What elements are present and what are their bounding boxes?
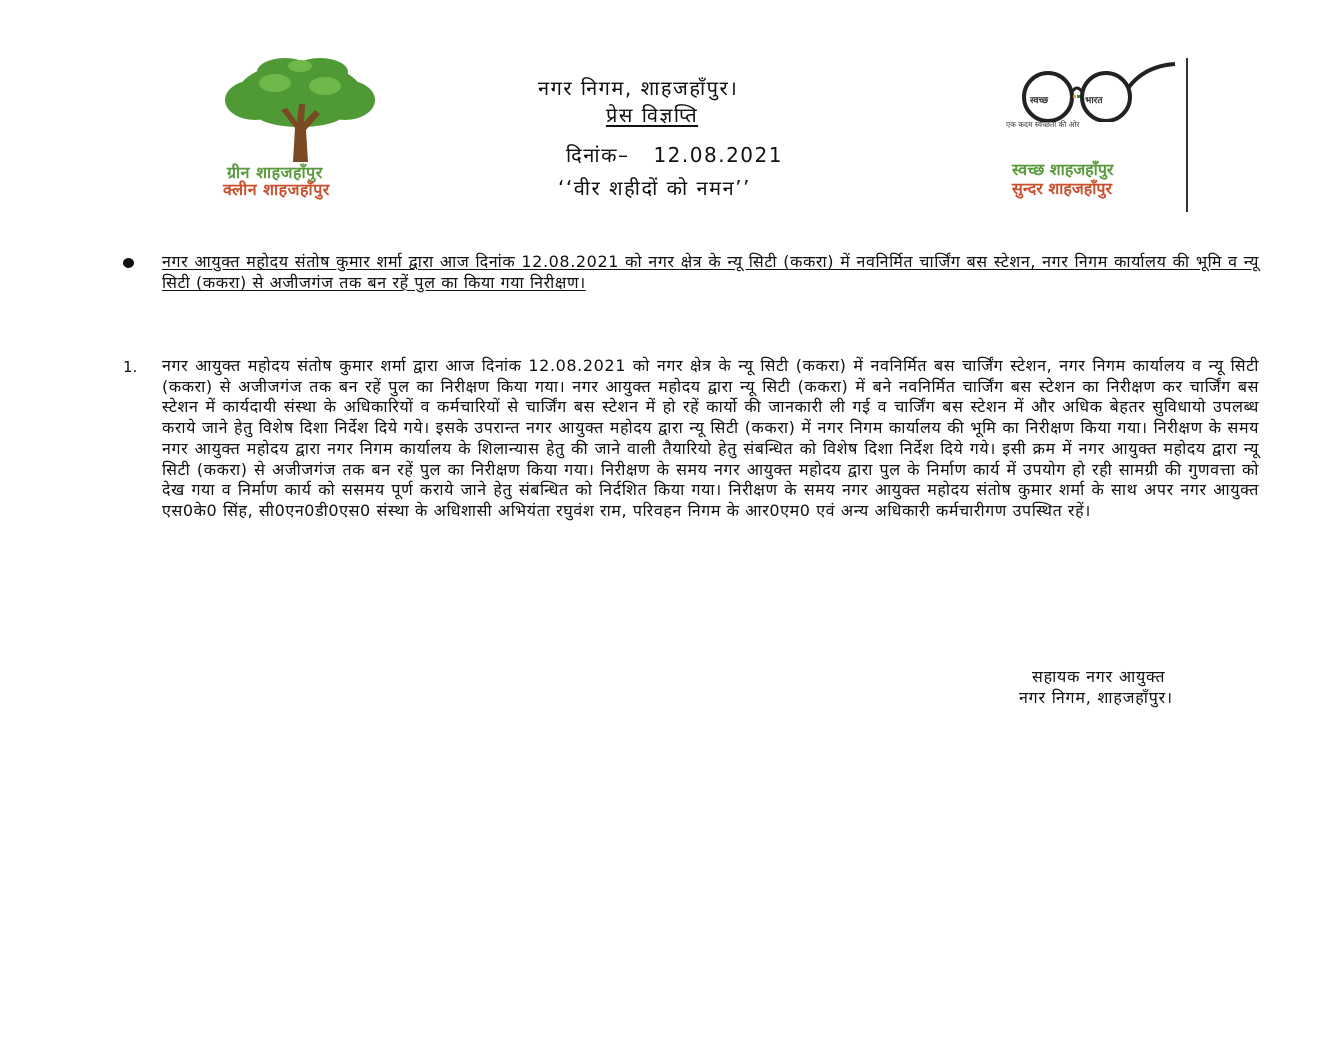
date-label: दिनांक– — [566, 143, 630, 167]
date-value: 12.08.2021 — [653, 143, 783, 167]
swachh-tagline: एक कदम स्वच्छता की ओर — [1006, 120, 1080, 129]
bullet-icon — [123, 258, 134, 268]
org-title: नगर निगम, शाहजहाँपुर। — [538, 76, 739, 100]
logo-sundar-shahjahanpur: सुन्दर शाहजहाँपुर — [1012, 179, 1113, 198]
logo-green-shahjahanpur: ग्रीन शाहजहाँपुर — [227, 163, 323, 182]
signature-title: सहायक नगर आयुक्त — [1032, 667, 1166, 686]
vertical-divider — [1186, 58, 1188, 212]
press-release-heading: प्रेस विज्ञप्ति — [606, 103, 699, 127]
logo-swachh-shahjahanpur: स्वच्छ शाहजहाँपुर — [1012, 160, 1114, 179]
bharat-label: भारत — [1085, 96, 1103, 106]
date-line — [566, 141, 783, 168]
swachh-label: स्वच्छ — [1030, 96, 1049, 106]
body-paragraph: नगर आयुक्त महोदय संतोष कुमार शर्मा द्वारा आज दिनांक 12.08.2021 को नगर क्षेत्र के न्यू सिटी (ककरा) में नवनिर्मित बस चार्जिंग स्टेशन, नगर निगम कार्यालय व न्यू सिटी (ककरा) से अजीजगंज तक बन रहें पुल का निरीक्षण किया गया। नगर आयुक्त महोदय द्वारा न्यू सिटी (ककरा) में बने नवनिर्मित चार्जिंग बस स्टेशन का निरीक्षण कर चार्जिंग बस स्टेशन में कार्यदायी संस्था के अधिकारियों व कर्मचारियों से चार्जिंग बस स्टेशन में हो रहें कार्यो की जानकारी ली गई व चार्जिंग बस स्टेशन में और अधिक बेहतर सुविधायो उपलब्ध कराये जाने हेतु विशेष दिशा निर्देश दिये गये। इसके उपरान्त नगर आयुक्त महोदय द्वारा न्यू सिटी (ककरा) में नगर निगम कार्यालय की भूमि का निरीक्षण किया गया। निरीक्षण के समय नगर आयुक्त महोदय द्वारा नगर निगम कार्यालय के शिलान्यास हेतु की जाने वाली तैयारियो हेतु संबन्धित को विशेष दिशा निर्देश दिये गये। इसी क्रम में नगर आयुक्त महोदय द्वारा न्यू सिटी (ककरा) से अजीजगंज तक बन रहें पुल का निरीक्षण किया गया। निरीक्षण के समय नगर आयुक्त महोदय द्वारा पुल के निर्माण कार्य में उपयोग हो रही सामग्री की गुणवत्ता को देख गया व निर्माण कार्य को ससमय पूर्ण कराये जाने हेतु संबन्धित को निर्दशित किया गया। निरीक्षण के समय नगर आयुक्त महोदय संतोष कुमार शर्मा के साथ अपर नगर आयुक्त एस0के0 सिंह, सी0एन0डी0एस0 संस्था के अधिशासी अभियंता रघुवंश राम, परिवहन निगम के आर0एम0 एवं अन्य अधिकारी कर्मचारीगण उपस्थित रहें। — [162, 356, 1259, 520]
tree-icon — [215, 58, 385, 163]
gandhi-spectacles-icon — [1010, 62, 1180, 122]
signature-org: नगर निगम, शाहजहाँपुर। — [1019, 688, 1173, 707]
tribute-line: ‘‘वीर शहीदों को नमन’’ — [558, 176, 751, 200]
green-shahjahanpur-logo — [205, 58, 400, 198]
paragraph-number: 1. — [123, 358, 138, 376]
logo-clean-shahjahanpur: क्लीन शाहजहाँपुर — [223, 180, 330, 199]
headline-summary: नगर आयुक्त महोदय संतोष कुमार शर्मा द्वारा आज दिनांक 12.08.2021 को नगर क्षेत्र के न्यू सिटी (ककरा) में नवनिर्मित चार्जिंग बस स्टेशन, नगर निगम कार्यालय की भूमि व न्यू सिटी (ककरा) से अजीजगंज तक बन रहें पुल का किया गया निरीक्षण। — [162, 252, 1259, 292]
swachh-bharat-logo — [1002, 62, 1182, 222]
